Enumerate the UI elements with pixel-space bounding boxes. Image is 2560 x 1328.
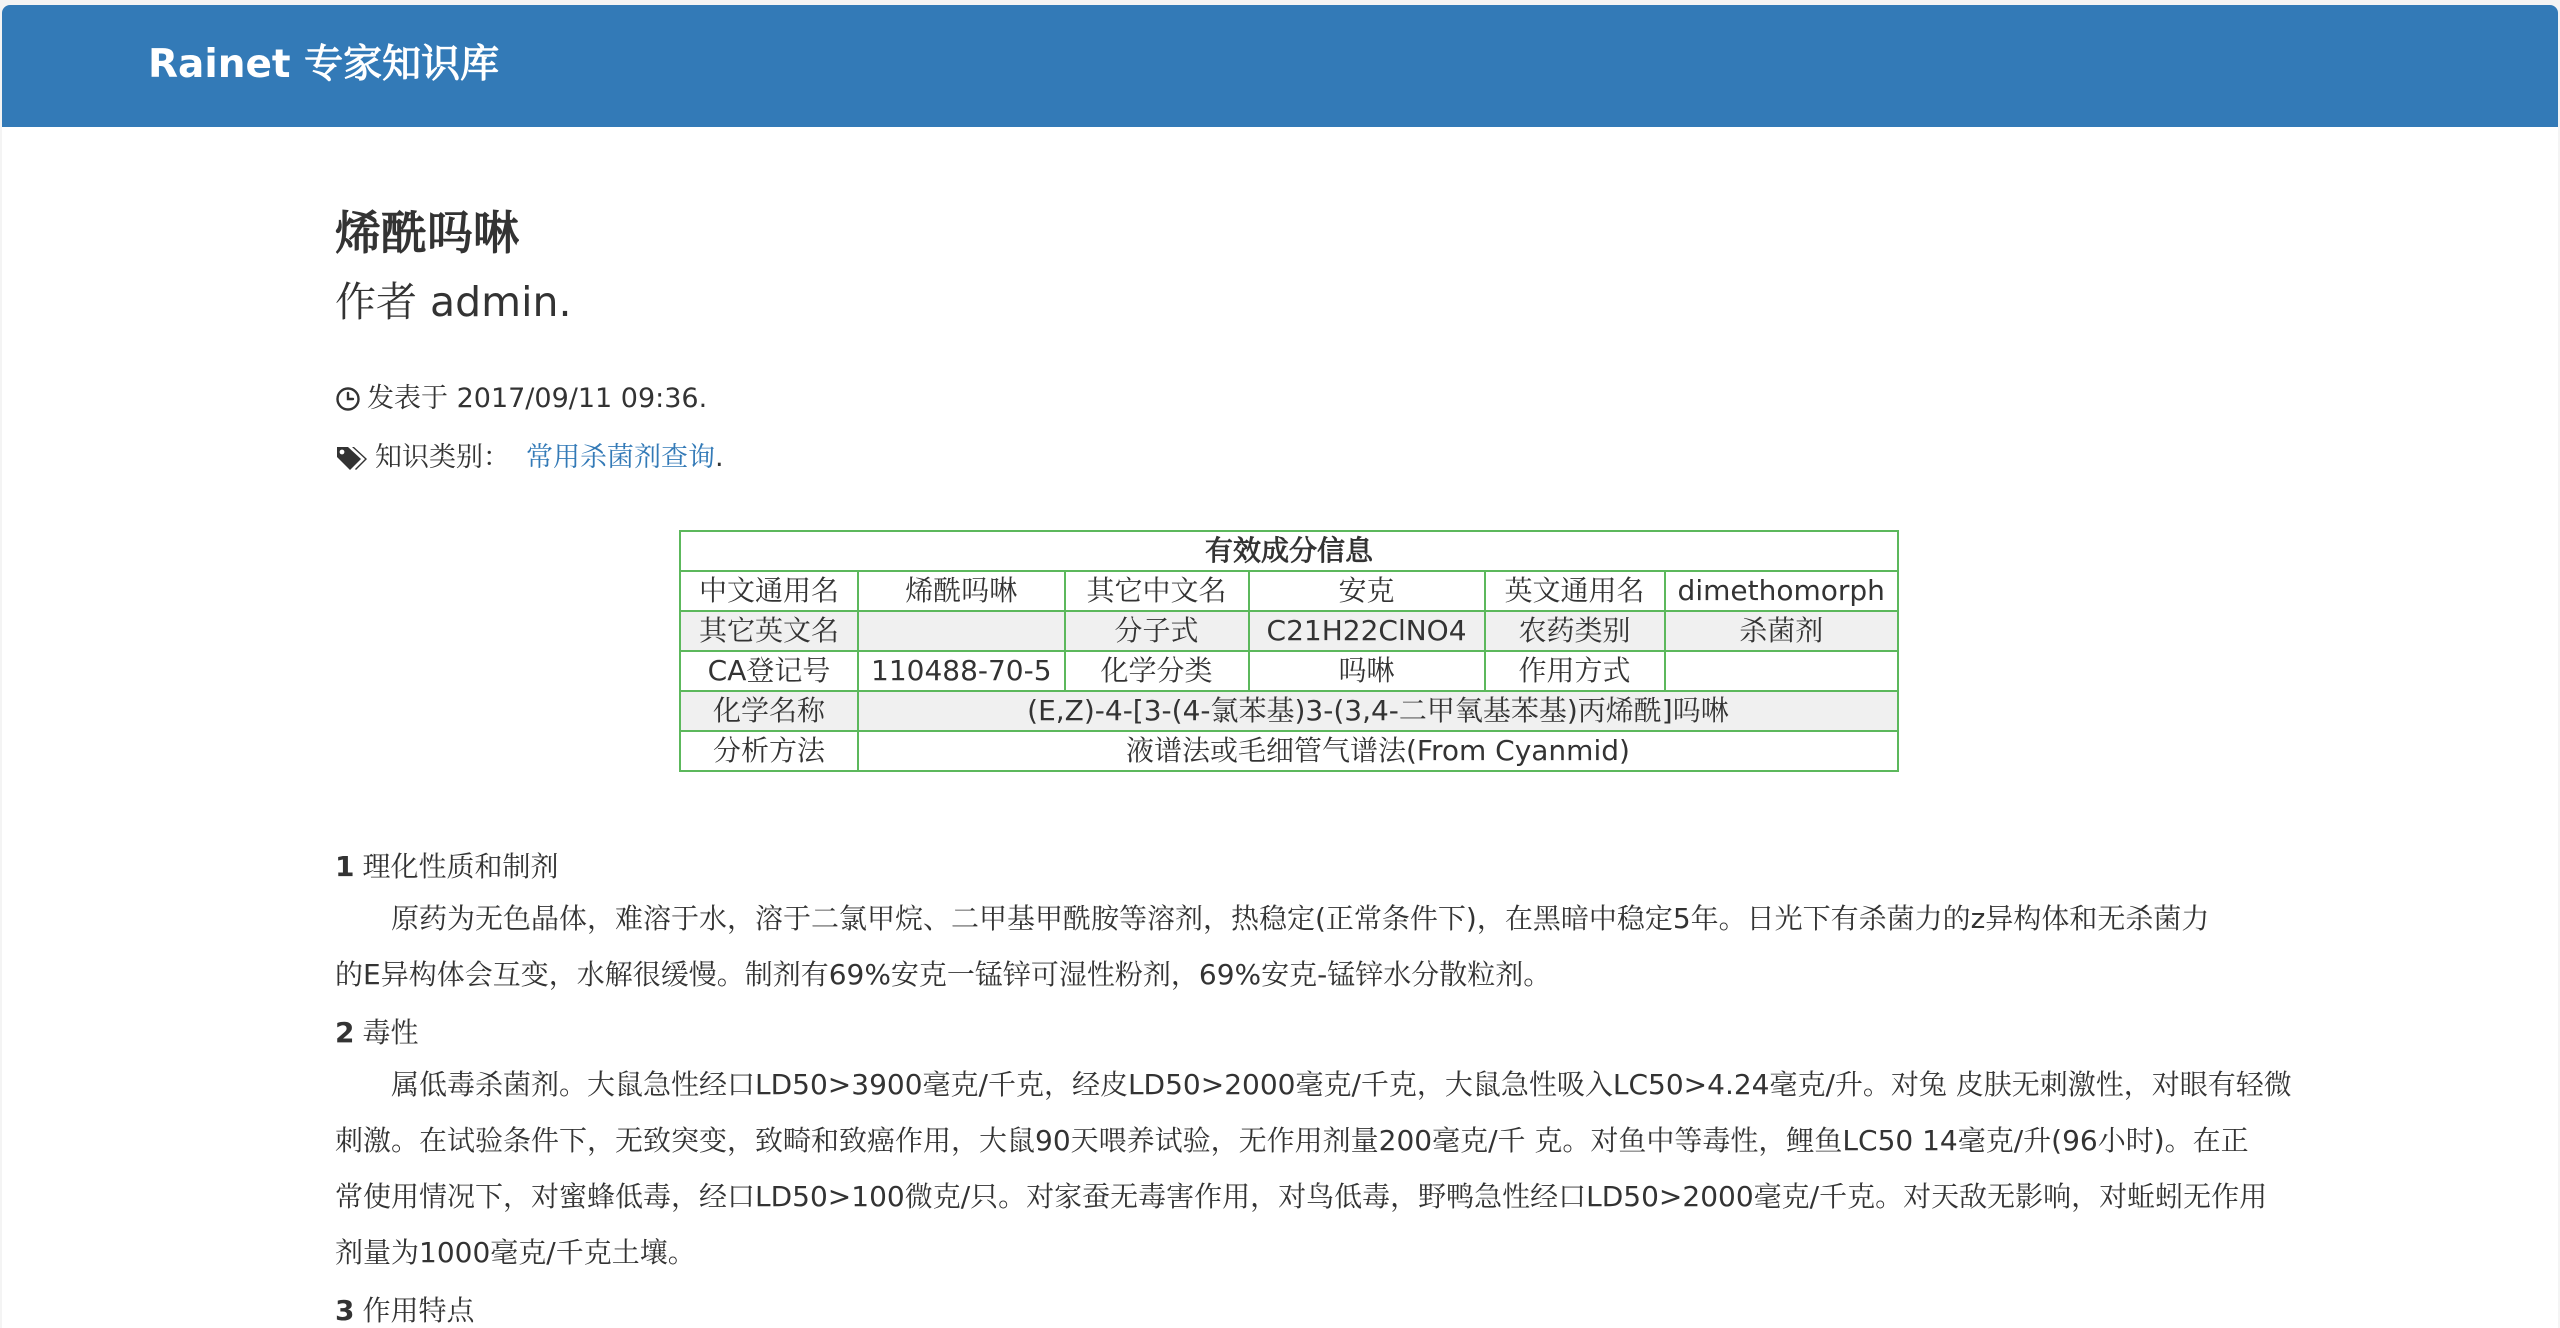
chem-name-value: (E,Z)-4-[3-(4-氯苯基)3-(3,4-二甲氧基苯基)丙烯酰]吗啉 [858, 691, 1898, 731]
table-cell: C21H22ClNO4 [1249, 611, 1485, 651]
table-cell [1665, 651, 1898, 691]
article-title: 烯酰吗啉 [335, 206, 519, 260]
analysis-value: 液谱法或毛细管气谱法(From Cyanmid) [858, 731, 1898, 771]
table-cell: 烯酰吗啉 [858, 571, 1065, 611]
ingredient-info-table [679, 530, 1899, 772]
table-cell: 吗啉 [1249, 651, 1485, 691]
section-title: 毒性 [362, 1016, 419, 1049]
section-number: 2 [335, 1016, 355, 1049]
paragraph-line: 属低毒杀菌剂。大鼠急性经口LD50>3900毫克/千克，经皮LD50>2000毫克/千克，大鼠急性吸入LC50>4.24毫克/升。对兔 皮肤无刺激性，对眼有轻微 [391, 1068, 2292, 1101]
table-cell: dimethomorph [1665, 571, 1898, 611]
category-link[interactable]: 常用杀菌剂查询 [526, 442, 715, 473]
section-paragraph [335, 891, 2235, 1003]
table-cell: 化学分类 [1065, 651, 1249, 691]
table-cell: 其它中文名 [1065, 571, 1249, 611]
publish-date [335, 381, 707, 417]
article-author: 作者 admin. [335, 278, 572, 326]
section-number: 1 [335, 850, 355, 883]
brand-link[interactable]: Rainet 专家知识库 [148, 42, 500, 87]
table-cell [858, 611, 1065, 651]
table-cell: 杀菌剂 [1665, 611, 1898, 651]
tags-icon [335, 444, 369, 472]
category-label: 知识类别： [375, 442, 510, 473]
chem-name-label: 化学名称 [680, 691, 858, 731]
table-cell: 分子式 [1065, 611, 1249, 651]
table-cell: 安克 [1249, 571, 1485, 611]
section-number: 3 [335, 1294, 355, 1327]
table-cell: 作用方式 [1485, 651, 1665, 691]
table-cell: 农药类别 [1485, 611, 1665, 651]
section-title: 作用特点 [362, 1294, 475, 1327]
navbar [2, 5, 2558, 127]
section-paragraph [335, 1057, 2292, 1281]
section-heading [335, 1293, 475, 1328]
table-cell: CA登记号 [680, 651, 858, 691]
section-heading [335, 849, 559, 885]
analysis-label: 分析方法 [680, 731, 858, 771]
section-title: 理化性质和制剂 [362, 850, 559, 883]
table-cell: 中文通用名 [680, 571, 858, 611]
clock-icon [335, 386, 361, 412]
page [2, 5, 2558, 1328]
table-row [680, 691, 1898, 731]
table-row [680, 611, 1898, 651]
table-cell: 其它英文名 [680, 611, 858, 651]
table-row [680, 571, 1898, 611]
category-suffix: . [715, 442, 724, 473]
paragraph-line: 常使用情况下，对蜜蜂低毒，经口LD50>100微克/只。对家蚕无毒害作用，对鸟低毒，野鸭急性经口LD50>2000毫克/千克。对天敌无影响，对蚯蚓无作用 [335, 1180, 2268, 1213]
section-heading [335, 1015, 419, 1051]
paragraph-line: 原药为无色晶体，难溶于水，溶于二氯甲烷、二甲基甲酰胺等溶剂，热稳定(正常条件下)，在黑暗中稳定5年。日光下有杀菌力的z异构体和无杀菌力 [391, 902, 2210, 935]
table-cell: 110488-70-5 [858, 651, 1065, 691]
paragraph-line: 的E异构体会互变，水解很缓慢。制剂有69%安克一锰锌可湿性粉剂，69%安克-锰锌水分散粒剂。 [335, 958, 1552, 991]
category [335, 440, 724, 476]
table-row [680, 651, 1898, 691]
publish-date-text: 发表于 2017/09/11 09:36. [367, 383, 708, 414]
table-header: 有效成分信息 [680, 531, 1898, 571]
paragraph-line: 剂量为1000毫克/千克土壤。 [335, 1236, 696, 1269]
table-cell: 英文通用名 [1485, 571, 1665, 611]
table-row [680, 731, 1898, 771]
paragraph-line: 刺激。在试验条件下，无致突变，致畸和致癌作用，大鼠90天喂养试验，无作用剂量200毫克/千 克。对鱼中等毒性，鲤鱼LC50 14毫克/升(96小时)。在正 [335, 1124, 2249, 1157]
